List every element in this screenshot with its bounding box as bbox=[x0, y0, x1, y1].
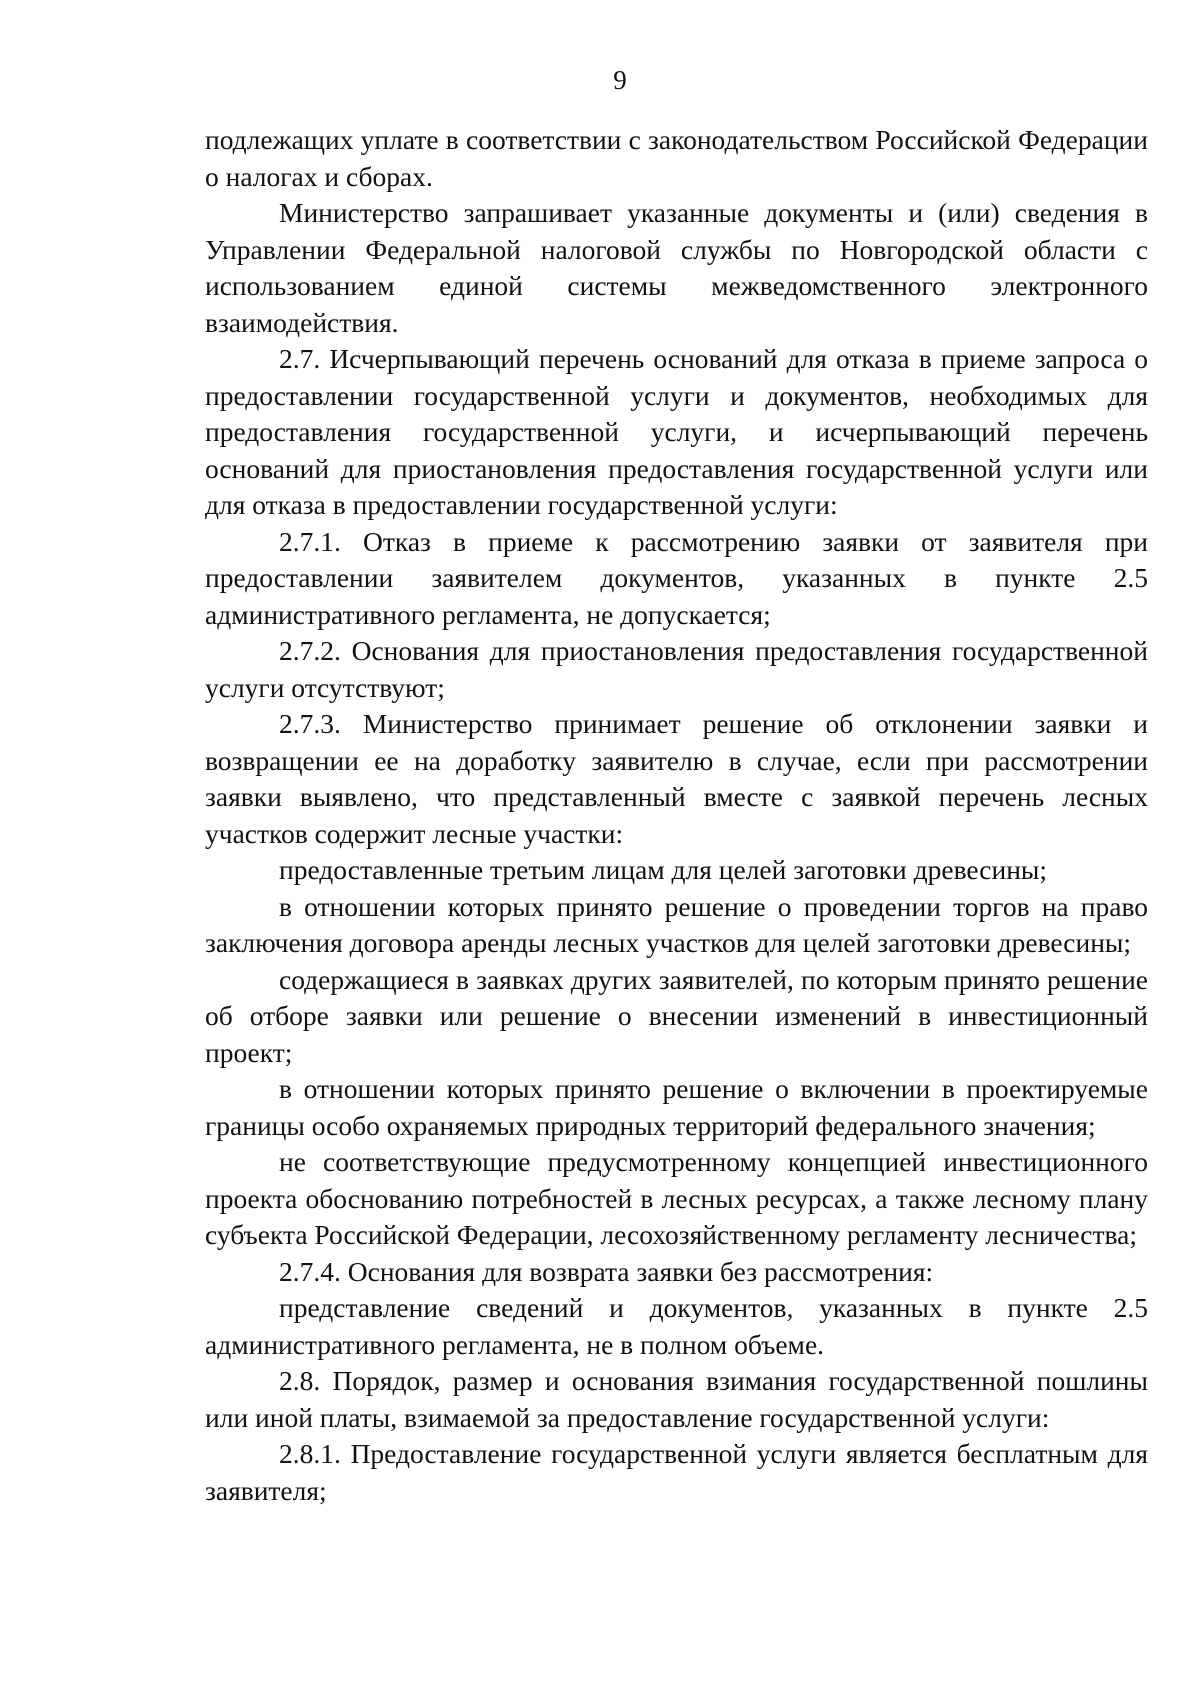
paragraph-2-7-1: 2.7.1. Отказ в приеме к рассмотрению заявки от заявителя при предоставлении заявителем документов, указанных в пункте 2.5 административного регламента, не допускается; bbox=[205, 525, 1148, 630]
list-item-protected-territories: в отношении которых принято решение о включении в проектируемые границы особо охраняемых природных территорий федерального значения; bbox=[205, 1073, 1148, 1141]
paragraph-2-7: 2.7. Исчерпывающий перечень оснований для отказа в приеме запроса о предоставлении государственной услуги и документов, необходимых для предоставления государственной услуги, и исчерпывающий перечень оснований для приостановления предоставления государственной услуги или для отказа в предоставлении государственной услуги: bbox=[205, 343, 1148, 520]
document-body bbox=[205, 122, 1148, 1509]
paragraph-2-8: 2.8. Порядок, размер и основания взимания государственной пошлины или иной платы, взимаемой за предоставление государственной услуги: bbox=[205, 1365, 1148, 1433]
paragraph-2-7-3: 2.7.3. Министерство принимает решение об отклонении заявки и возвращении ее на доработку заявителю в случае, если при рассмотрении заявки выявлено, что представленный вместе с заявкой перечень лесных участков содержит лесные участки: bbox=[205, 708, 1148, 849]
paragraph-continuation: подлежащих уплате в соответствии с законодательством Российской Федерации о налогах и сборах. bbox=[205, 124, 1148, 192]
list-item-tenders: в отношении которых принято решение о проведении торгов на право заключения договора аренды лесных участков для целей заготовки древесины; bbox=[205, 890, 1148, 958]
paragraph-ministry-request: Министерство запрашивает указанные документы и (или) сведения в Управлении Федеральной налоговой службы по Новгородской области с использованием единой системы межведомственного электронного взаимодействия. bbox=[205, 197, 1148, 338]
paragraph-2-8-1: 2.8.1. Предоставление государственной услуги является бесплатным для заявителя; bbox=[205, 1438, 1148, 1506]
paragraph-2-7-2: 2.7.2. Основания для приостановления предоставления государственной услуги отсутствуют; bbox=[205, 635, 1148, 703]
paragraph-2-7-4: 2.7.4. Основания для возврата заявки без рассмотрения: bbox=[279, 1255, 934, 1287]
list-item-third-parties: предоставленные третьим лицам для целей заготовки древесины; bbox=[279, 854, 1048, 885]
list-item-other-applicants: содержащиеся в заявках других заявителей, по которым принято решение об отборе заявки или решение о внесении изменений в инвестиционный проект; bbox=[205, 963, 1148, 1068]
page-number: 9 bbox=[613, 65, 627, 95]
list-item-incomplete-documents: представление сведений и документов, указанных в пункте 2.5 административного регламента, не в полном объеме. bbox=[205, 1292, 1148, 1360]
list-item-non-compliant: не соответствующие предусмотренному концепцией инвестиционного проекта обоснованию потребностей в лесных ресурсах, а также лесному плану субъекта Российской Федерации, лесохозяйственному регламенту лесничества; bbox=[205, 1146, 1148, 1250]
